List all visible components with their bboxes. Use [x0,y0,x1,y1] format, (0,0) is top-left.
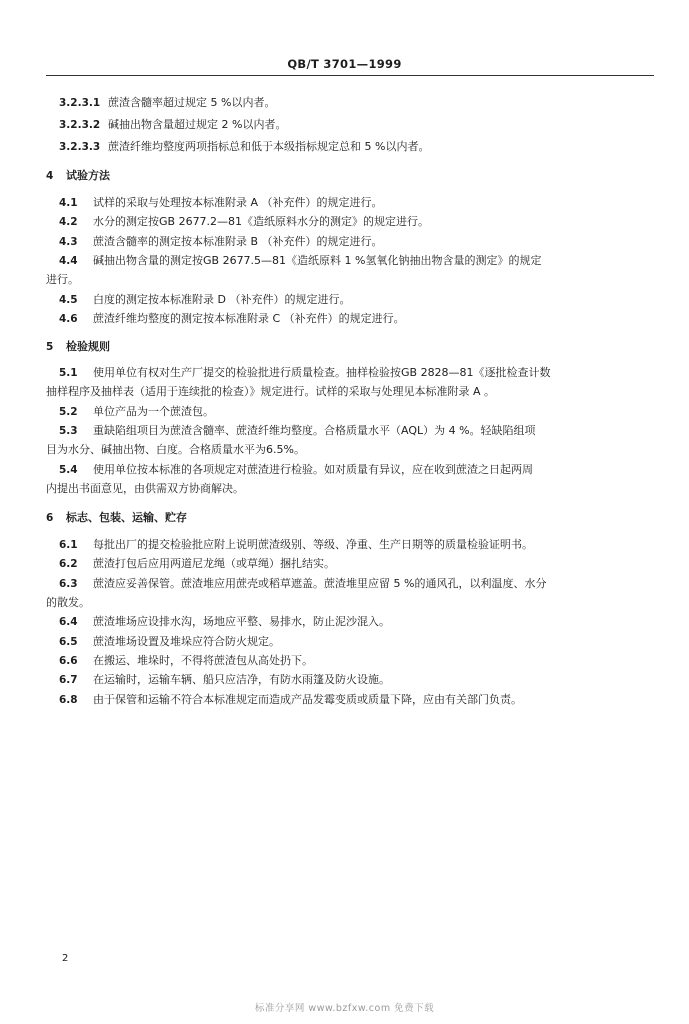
clause-number: 4.3 [59,236,78,248]
clause-number: 5.1 [59,367,78,379]
clause-text: 使用单位有权对生产厂提交的检验批进行质量检查。抽样检验按GB 2828—81《逐批检查计数 [93,366,551,379]
clause-text: 蔗渣打包后应用两道尼龙绳（或草绳）捆扎结实。 [93,557,335,570]
clause-text: 重缺陷组项目为蔗渣含髓率、蔗渣纤维均整度。合格质量水平（AQL）为 4 %。轻缺陷组项 [93,424,536,437]
clause-text: 碱抽出物含量超过规定 2 %以内者。 [108,118,287,131]
clause-number: 6.2 [59,558,78,570]
clause-number: 6.7 [59,674,78,686]
clause-text: 试样的采取与处理按本标准附录 A （补充件）的规定进行。 [93,196,383,209]
page-number: 2 [62,953,69,964]
clause-number: 6.1 [59,539,78,551]
clause-number: 4.5 [59,294,78,306]
clause-text: 蔗渣堆场设置及堆垛应符合防火规定。 [93,635,280,648]
clause-text: 蔗渣纤维均整度的测定按本标准附录 C （补充件）的规定进行。 [93,312,405,325]
clause-number: 4.1 [59,197,78,209]
clause-number: 5.2 [59,406,78,418]
clause-number: 3.2.3.1 [59,97,101,109]
clause-number: 5.4 [59,464,78,476]
clause-text: 蔗渣堆场应设排水沟，场地应平整、易排水，防止泥沙混入。 [93,615,390,628]
clause-text: 白度的测定按本标准附录 D （补充件）的规定进行。 [93,293,351,306]
section-title: 检验规则 [66,340,110,353]
clause-text: 水分的测定按GB 2677.2—81《造纸原料水分的测定》的规定进行。 [93,215,430,228]
document-header-code: QB/T 3701—1999 [287,57,402,71]
clause-number: 4.4 [59,255,78,267]
clause-number: 5.3 [59,425,78,437]
clause-number: 3.2.3.2 [59,119,101,131]
section-number: 5 [46,341,54,353]
clause-text-continuation: 抽样程序及抽样表（适用于连续批的检查）》规定进行。试样的采取与处理见本标准附录 A 。 [46,385,496,398]
clause-number: 4.2 [59,216,78,228]
clause-text: 蔗渣应妥善保管。蔗渣堆应用蔗壳或稻草遮盖。蔗渣堆里应留 5 %的通风孔，以利温度、水分 [93,577,547,590]
clause-number: 6.5 [59,636,78,648]
clause-number: 3.2.3.3 [59,141,101,153]
clause-number: 6.8 [59,694,78,706]
clause-text: 碱抽出物含量的测定按GB 2677.5—81《造纸原料 1 %氢氧化钠抽出物含量的测定》的规定 [93,254,542,267]
clause-text: 蔗渣纤维均整度两项指标总和低于本级指标规定总和 5 %以内者。 [108,140,430,153]
clause-text: 蔗渣含髓率超过规定 5 %以内者。 [108,96,276,109]
clause-number: 6.3 [59,578,78,590]
clause-text: 使用单位按本标准的各项规定对蔗渣进行检验。如对质量有异议，应在收到蔗渣之日起两周 [93,463,533,476]
clause-text-continuation: 目为水分、碱抽出物、白度。合格质量水平为6.5%。 [46,443,305,456]
clause-text: 蔗渣含髓率的测定按本标准附录 B （补充件）的规定进行。 [93,235,383,248]
clause-text-continuation: 的散发。 [46,596,90,609]
section-title: 标志、包装、运输、贮存 [66,511,187,524]
section-number: 4 [46,170,54,182]
clause-number: 4.6 [59,313,78,325]
clause-text: 每批出厂的提交检验批应附上说明蔗渣级别、等级、净重、生产日期等的质量检验证明书。 [93,538,533,551]
header-rule [46,75,654,76]
clause-number: 6.6 [59,655,78,667]
clause-text: 由于保管和运输不符合本标准规定而造成产品发霉变质或质量下降，应由有关部门负责。 [93,693,522,706]
clause-text-continuation: 内提出书面意见，由供需双方协商解决。 [46,482,244,495]
section-title: 试验方法 [66,169,110,182]
clause-text: 单位产品为一个蔗渣包。 [93,405,214,418]
clause-text: 在运输时，运输车辆、船只应洁净，有防水雨篷及防火设施。 [93,673,390,686]
watermark-text: 标准分享网 www.bzfxw.com 免费下载 [254,1003,435,1014]
clause-text: 在搬运、堆垛时，不得将蔗渣包从高处扔下。 [93,654,313,667]
section-number: 6 [46,512,54,524]
clause-text-continuation: 进行。 [46,273,79,286]
clause-number: 6.4 [59,616,78,628]
